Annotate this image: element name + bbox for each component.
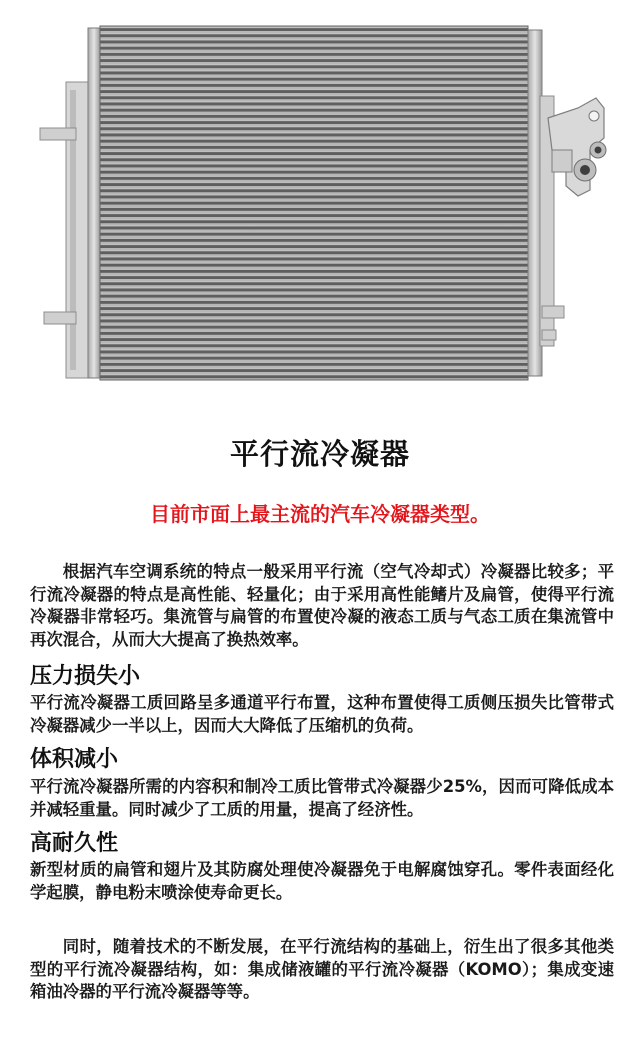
section-heading-durability: 高耐久性: [30, 831, 119, 856]
condenser-product-image: [0, 0, 640, 400]
section-text-pressure-loss: 平行流冷凝器工质回路呈多通道平行布置，这种布置使得工质侧压损失比管带式冷凝器减少一半以上，因而大大降低了压缩机的负荷。: [30, 693, 614, 735]
section-heading-pressure-loss: 压力损失小: [30, 664, 141, 689]
condenser-core: [100, 26, 528, 380]
section-text-volume: 平行流冷凝器所需的内容积和制冷工质比管带式冷凝器少25%，因而可降低成本并减轻重量。同时减少了工质的用量，提高了经济性。: [30, 777, 614, 819]
right-fittings: [540, 96, 606, 346]
page-title: 平行流冷凝器: [229, 437, 410, 471]
intro-paragraph: 根据汽车空调系统的特点一般采用平行流（空气冷却式）冷凝器比较多；平行流冷凝器的特点是高性能、轻量化；由于采用高性能鳍片及扁管，使得平行流冷凝器非常轻巧。集流管与扁管的布置使冷凝的液态工质与气态工质在集流管中再次混合，从而大大提高了换热效率。: [30, 562, 614, 649]
section-text-durability: 新型材质的扁管和翅片及其防腐处理使冷凝器免于电解腐蚀穿孔。零件表面经化学起膜，静电粉末喷涂使寿命更长。: [30, 860, 614, 902]
section-heading-volume: 体积减小: [30, 747, 119, 772]
left-bracket: [40, 82, 88, 378]
left-header-tank: [88, 28, 100, 378]
subtitle: 目前市面上最主流的汽车冷凝器类型。: [150, 502, 490, 526]
closing-paragraph: 同时，随着技术的不断发展，在平行流结构的基础上，衍生出了很多其他类型的平行流冷凝器结构，如：集成储液罐的平行流冷凝器（KOMO）；集成变速箱油冷器的平行流冷凝器等等。: [30, 937, 614, 1001]
